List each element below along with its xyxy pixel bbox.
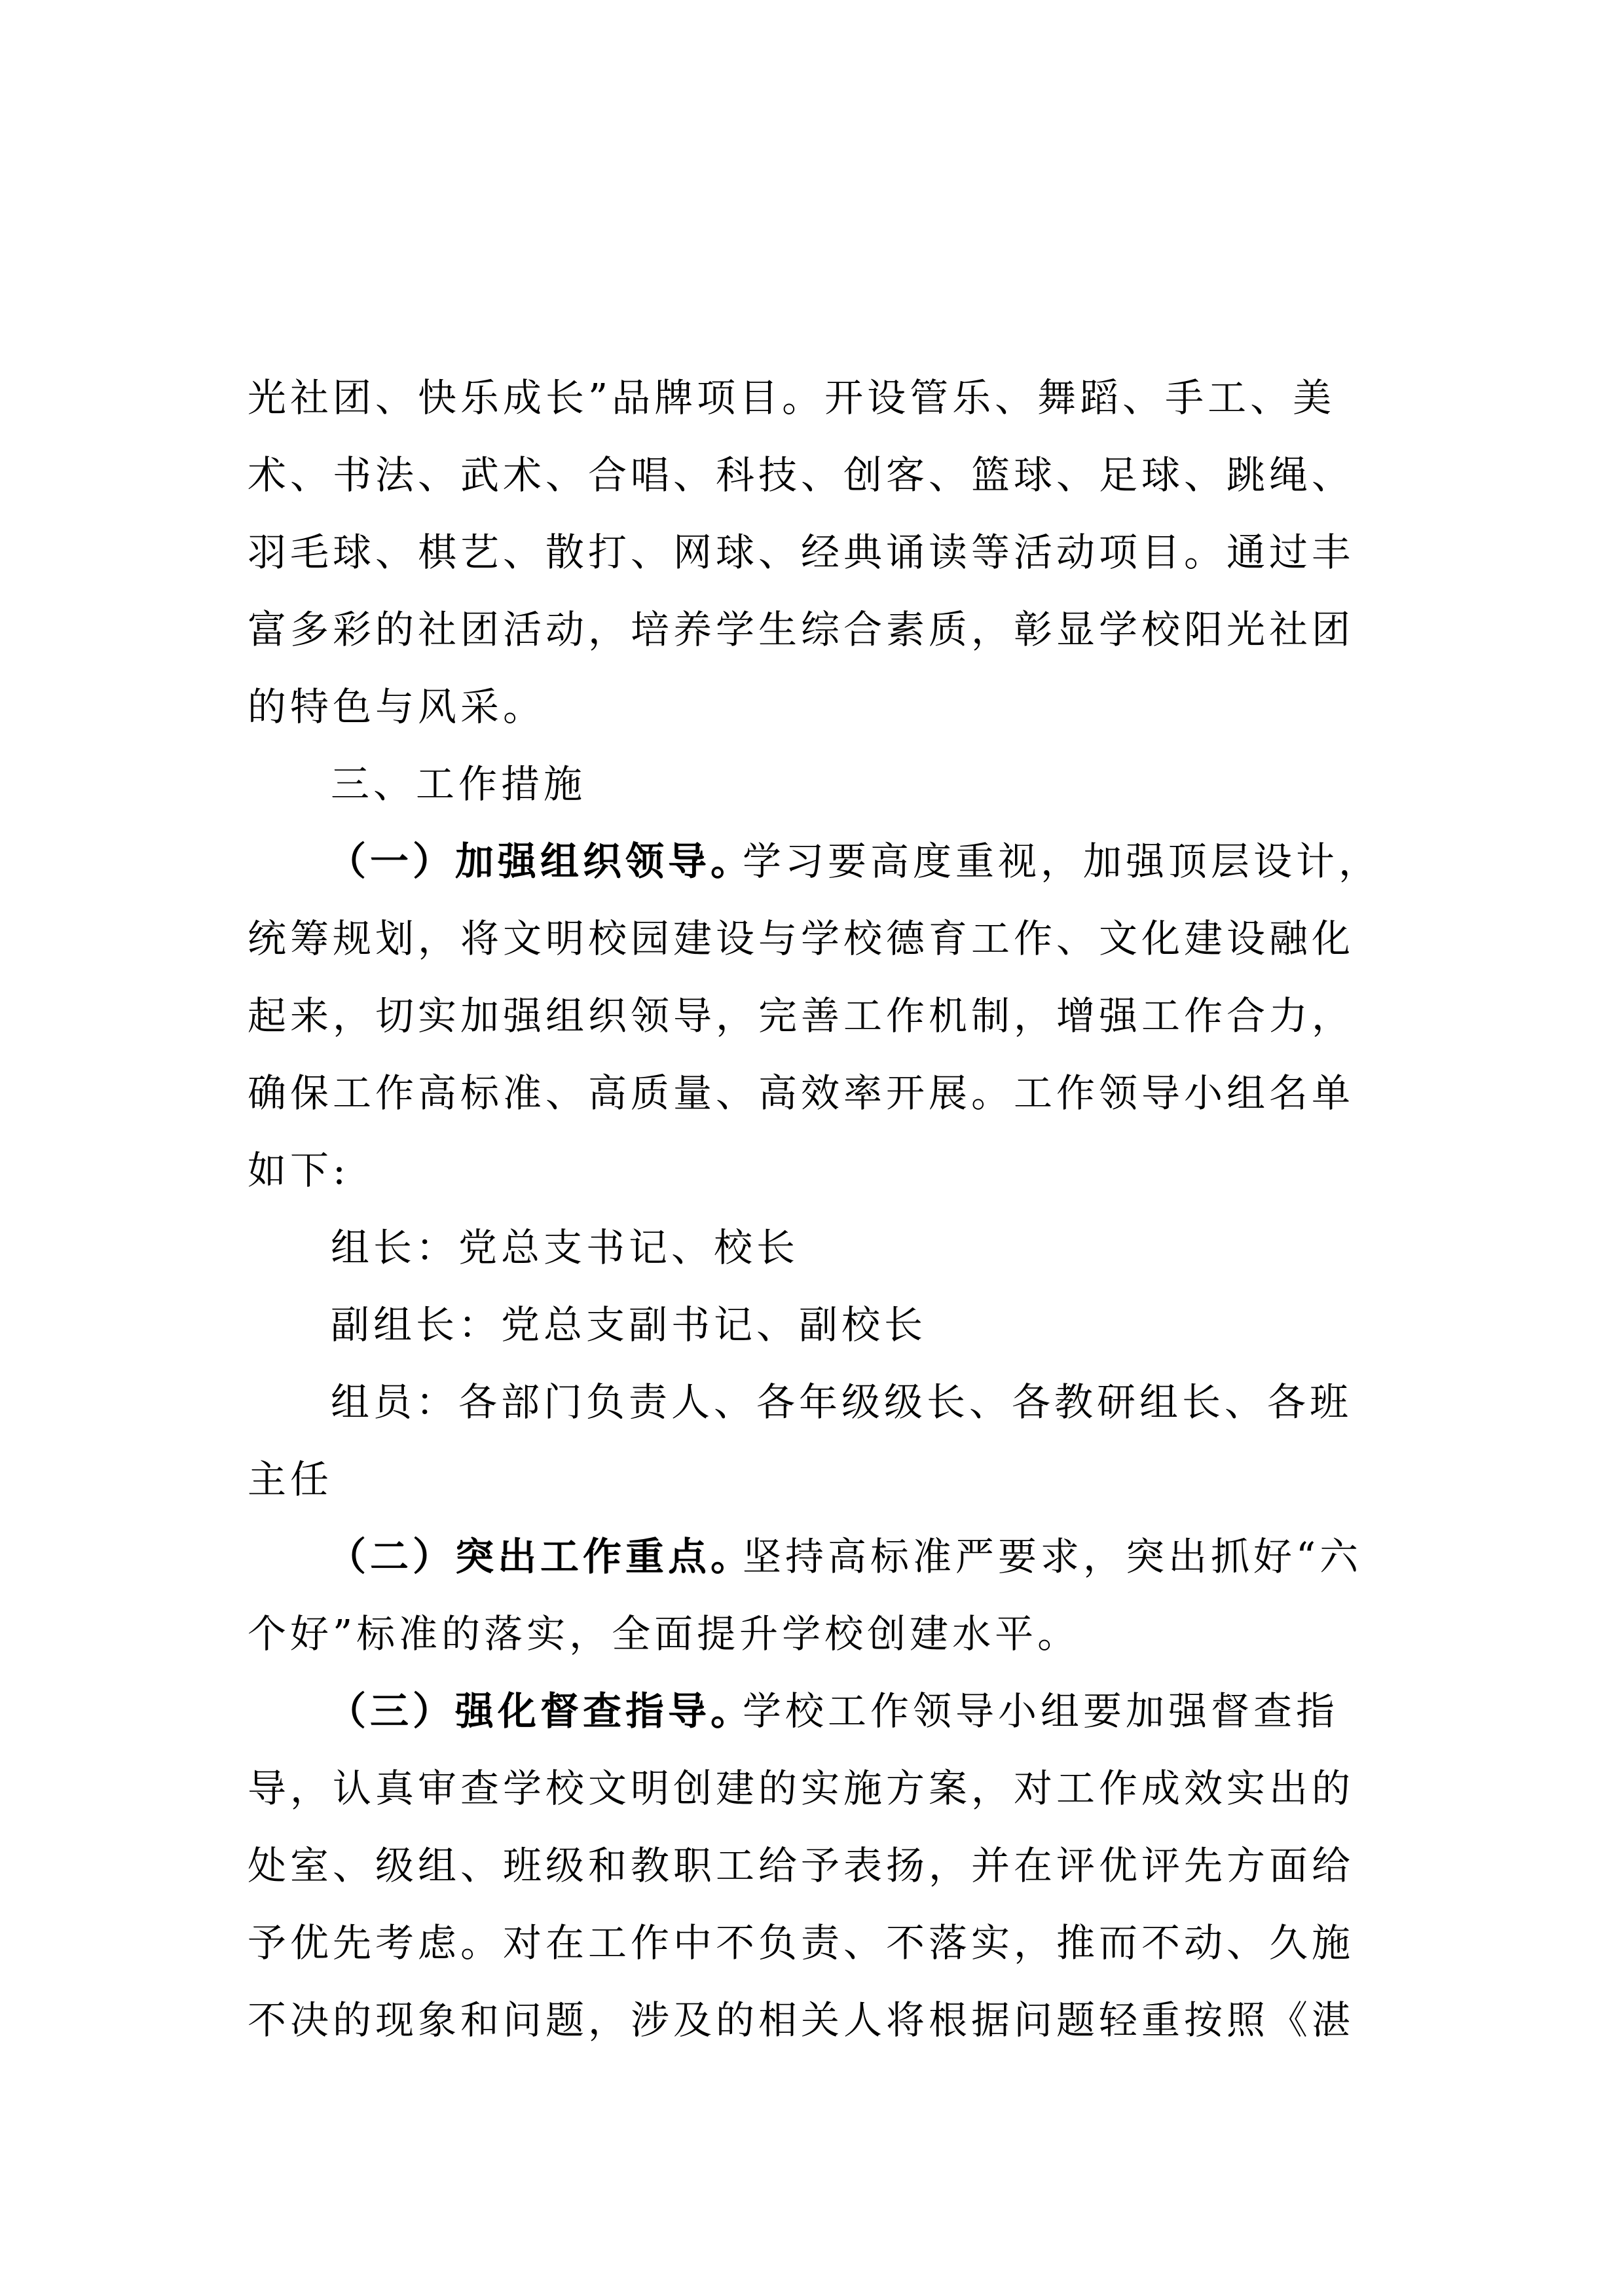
paragraph-line-13: 予优先考虑。对在工作中不负责、不落实，推而不动、久施	[248, 1920, 1355, 1965]
paragraph-line-1: 光社团、快乐成长”品牌项目。开设管乐、舞蹈、手工、美	[248, 375, 1336, 420]
subheading-2-text: 坚持高标准严要求，突出抓好“六	[743, 1534, 1363, 1579]
section-heading: 三、工作措施	[331, 761, 587, 807]
paragraph-line-3: 羽毛球、棋艺、散打、网球、经典诵读等活动项目。通过丰	[248, 530, 1355, 575]
subheading-3: （三）强化督查指导。	[327, 1688, 754, 1734]
paragraph-line-11: 导，认真审查学校文明创建的实施方案，对工作成效实出的	[248, 1766, 1355, 1811]
paragraph-line-4: 富多彩的社团活动，培养学生综合素质，彰显学校阳光社团	[248, 607, 1355, 652]
paragraph-line-12: 处室、级组、班级和教职工给予表扬，并在评优评先方面给	[248, 1843, 1355, 1888]
member-line-cont: 主任	[248, 1457, 333, 1502]
paragraph-line-9: 如下:	[248, 1148, 350, 1193]
paragraph-line-6: 统筹规划，将文明校园建设与学校德育工作、文化建设融化	[248, 916, 1355, 961]
paragraph-line-8: 确保工作高标准、高质量、高效率开展。工作领导小组名单	[248, 1070, 1355, 1116]
member-line: 组员：各部门负责人、各年级级长、各教研组长、各班	[331, 1379, 1353, 1425]
paragraph-line-5: 的特色与风采。	[248, 684, 546, 729]
deputy-leader-line: 副组长：党总支副书记、副校长	[331, 1302, 927, 1347]
paragraph-line-7: 起来，切实加强组织领导，完善工作机制，增强工作合力，	[248, 993, 1355, 1038]
subheading-1: （一）加强组织领导。	[327, 839, 754, 884]
subheading-2: （二）突出工作重点。	[327, 1534, 754, 1579]
paragraph-line-14: 不决的现象和问题，涉及的相关人将根据问题轻重按照《湛	[248, 1997, 1355, 2043]
subheading-1-text: 学习要高度重视，加强顶层设计，	[743, 839, 1382, 884]
leader-line: 组长：党总支书记、校长	[331, 1225, 800, 1270]
paragraph-line-10: 个好”标准的落实，全面提升学校创建水平。	[248, 1611, 1080, 1656]
subheading-3-text: 学校工作领导小组要加强督查指	[743, 1688, 1339, 1734]
paragraph-line-2: 术、书法、武术、合唱、科技、创客、篮球、足球、跳绳、	[248, 452, 1355, 498]
